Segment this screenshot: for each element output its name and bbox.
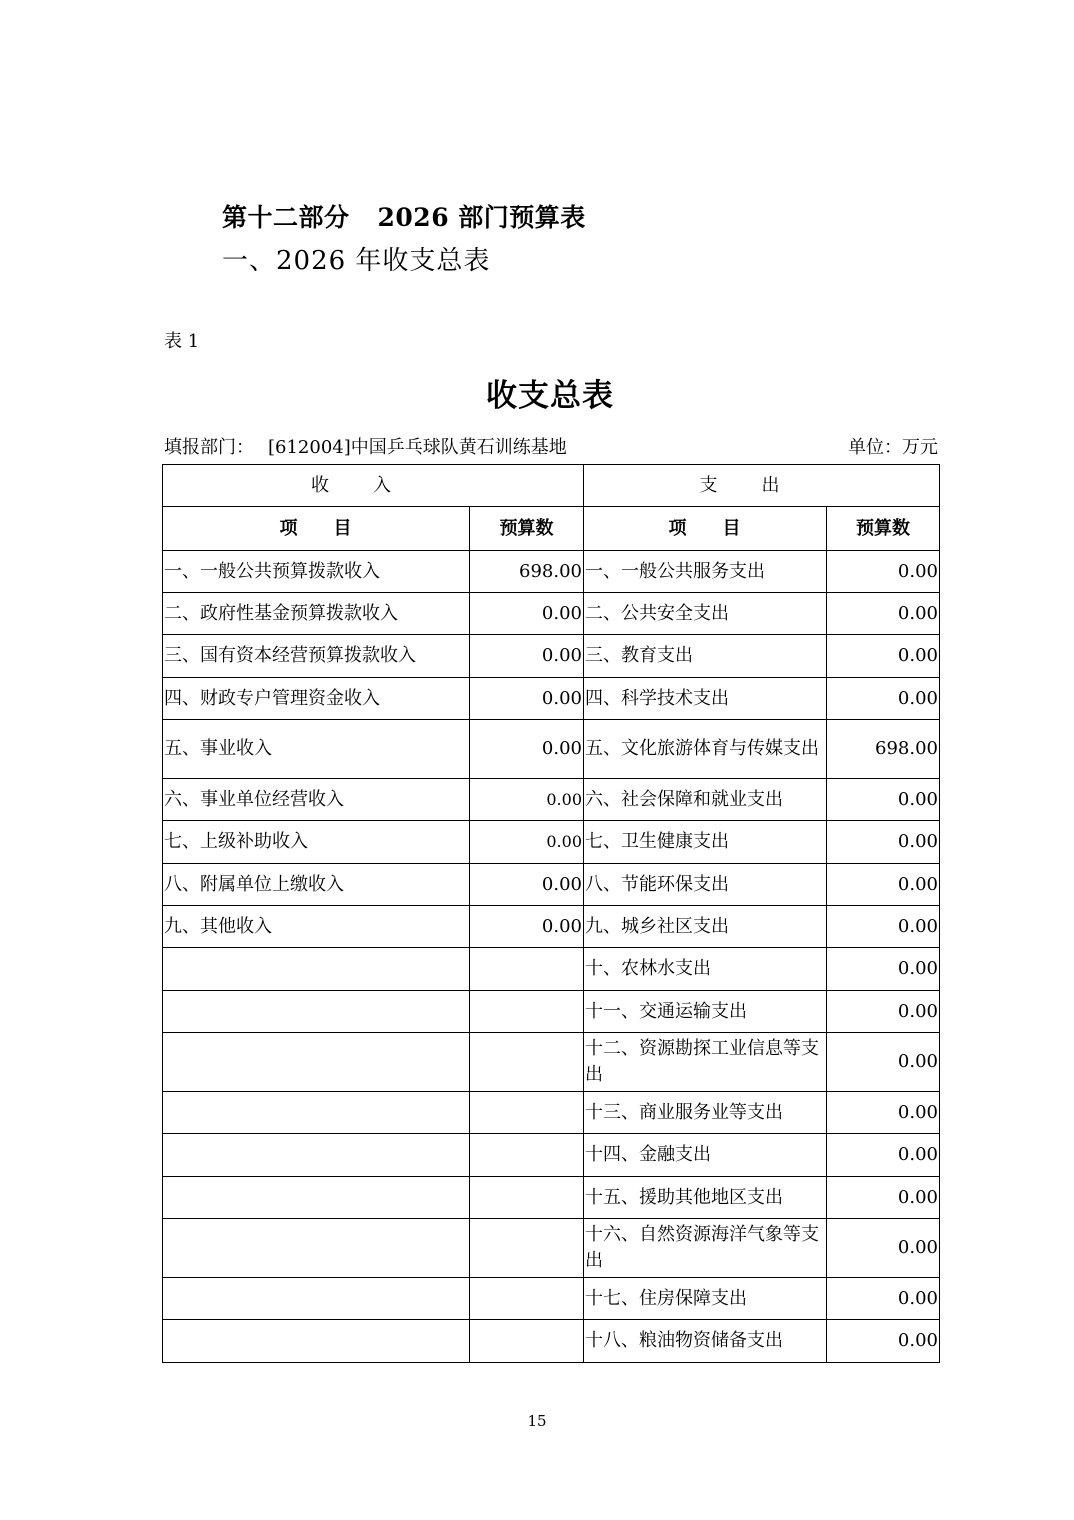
table-row	[163, 635, 940, 678]
expense-item-cell: 十四、金融支出	[584, 1134, 827, 1177]
expense-item-cell: 十二、资源勘探工业信息等支出	[584, 1033, 827, 1092]
income-amount-cell: 0.00	[470, 779, 584, 821]
income-amount-cell	[470, 1219, 584, 1278]
income-amount-cell: 0.00	[470, 864, 584, 906]
income-item-cell	[163, 1320, 470, 1363]
income-amount-cell	[470, 1278, 584, 1320]
expense-item-cell: 十三、商业服务业等支出	[584, 1092, 827, 1134]
expense-item-cell: 七、卫生健康支出	[584, 821, 827, 864]
income-amount-cell: 0.00	[470, 821, 584, 864]
expense-section-header: 支出	[584, 465, 940, 507]
income-item-cell: 五、事业收入	[163, 720, 470, 779]
expense-amount-cell: 0.00	[827, 635, 940, 678]
department-label: 填报部门：	[164, 437, 254, 458]
table-number: 表 1	[164, 331, 200, 352]
income-item-cell: 八、附属单位上缴收入	[163, 864, 470, 906]
expense-item-cell: 十一、交通运输支出	[584, 991, 827, 1033]
table-row	[163, 593, 940, 635]
income-amount-cell: 0.00	[470, 906, 584, 948]
income-item-cell	[163, 1134, 470, 1177]
unit-label: 单位：万元	[848, 437, 938, 458]
income-amount-cell: 0.00	[470, 635, 584, 678]
income-item-header: 项目	[163, 507, 470, 551]
expense-amount-cell: 0.00	[827, 779, 940, 821]
income-item-cell	[163, 991, 470, 1033]
page-number: 15	[527, 1412, 547, 1430]
expense-amount-cell: 0.00	[827, 864, 940, 906]
income-amount-cell	[470, 991, 584, 1033]
part-title	[222, 198, 586, 234]
expense-item-cell: 八、节能环保支出	[584, 864, 827, 906]
table-row	[163, 1278, 940, 1320]
expense-amount-cell: 0.00	[827, 1134, 940, 1177]
expense-amount-cell: 0.00	[827, 1320, 940, 1363]
expense-item-cell: 十八、粮油物资储备支出	[584, 1320, 827, 1363]
expense-amount-cell: 0.00	[827, 821, 940, 864]
table-row	[163, 1033, 940, 1092]
expense-amount-cell: 0.00	[827, 948, 940, 991]
expense-amount-cell: 0.00	[827, 593, 940, 635]
income-amount-cell	[470, 1134, 584, 1177]
income-amount-cell	[470, 1092, 584, 1134]
expense-item-cell: 五、文化旅游体育与传媒支出	[584, 720, 827, 779]
expense-amount-cell: 0.00	[827, 1177, 940, 1219]
column-header-row	[163, 507, 940, 551]
income-item-cell: 九、其他收入	[163, 906, 470, 948]
table-row	[163, 1177, 940, 1219]
expense-amount-cell: 0.00	[827, 906, 940, 948]
expense-amount-cell: 0.00	[827, 1033, 940, 1092]
department-value: [612004]中国乒乓球队黄石训练基地	[268, 437, 567, 458]
income-item-cell	[163, 1278, 470, 1320]
income-section-header: 收入	[163, 465, 584, 507]
budget-table-body	[163, 465, 940, 1363]
expense-amount-header: 预算数	[827, 507, 940, 551]
section-subtitle: 一、2026 年收支总表	[222, 246, 491, 276]
expense-item-cell: 九、城乡社区支出	[584, 906, 827, 948]
income-amount-cell: 0.00	[470, 593, 584, 635]
table-row	[163, 779, 940, 821]
expense-item-cell: 二、公共安全支出	[584, 593, 827, 635]
expense-item-cell: 四、科学技术支出	[584, 678, 827, 720]
income-amount-cell: 0.00	[470, 720, 584, 779]
table-row	[163, 991, 940, 1033]
income-item-cell	[163, 1033, 470, 1092]
expense-amount-cell: 698.00	[827, 720, 940, 779]
income-item-cell: 四、财政专户管理资金收入	[163, 678, 470, 720]
income-amount-cell: 0.00	[470, 678, 584, 720]
income-amount-cell	[470, 1033, 584, 1092]
expense-amount-cell: 0.00	[827, 551, 940, 593]
income-amount-cell	[470, 1177, 584, 1219]
income-amount-header: 预算数	[470, 507, 584, 551]
expense-item-cell: 十七、住房保障支出	[584, 1278, 827, 1320]
expense-item-header: 项目	[584, 507, 827, 551]
expense-amount-cell: 0.00	[827, 991, 940, 1033]
table-row	[163, 551, 940, 593]
table-row	[163, 864, 940, 906]
expense-item-cell: 三、教育支出	[584, 635, 827, 678]
income-item-cell	[163, 1219, 470, 1278]
part-label: 第十二部分	[222, 203, 350, 232]
table-row	[163, 906, 940, 948]
table-row	[163, 821, 940, 864]
income-item-cell	[163, 1177, 470, 1219]
expense-amount-cell: 0.00	[827, 678, 940, 720]
income-amount-cell: 698.00	[470, 551, 584, 593]
income-item-cell: 三、国有资本经营预算拨款收入	[163, 635, 470, 678]
income-item-cell: 七、上级补助收入	[163, 821, 470, 864]
table-title: 收支总表	[486, 378, 614, 414]
income-amount-cell	[470, 1320, 584, 1363]
income-item-cell: 六、事业单位经营收入	[163, 779, 470, 821]
income-item-cell	[163, 948, 470, 991]
table-row	[163, 1092, 940, 1134]
expense-item-cell: 十六、自然资源海洋气象等支出	[584, 1219, 827, 1278]
table-row	[163, 678, 940, 720]
table-row	[163, 1320, 940, 1363]
budget-table	[162, 464, 940, 1363]
income-item-cell: 二、政府性基金预算拨款收入	[163, 593, 470, 635]
expense-item-cell: 六、社会保障和就业支出	[584, 779, 827, 821]
income-amount-cell	[470, 948, 584, 991]
expense-item-cell: 十五、援助其他地区支出	[584, 1177, 827, 1219]
table-row	[163, 720, 940, 779]
reporting-department	[164, 433, 567, 459]
expense-item-cell: 十、农林水支出	[584, 948, 827, 991]
part-name: 2026 部门预算表	[377, 203, 586, 232]
expense-amount-cell: 0.00	[827, 1092, 940, 1134]
expense-amount-cell: 0.00	[827, 1278, 940, 1320]
section-header-row	[163, 465, 940, 507]
expense-item-cell: 一、一般公共服务支出	[584, 551, 827, 593]
income-item-cell: 一、一般公共预算拨款收入	[163, 551, 470, 593]
table-row	[163, 1134, 940, 1177]
table-row	[163, 1219, 940, 1278]
expense-amount-cell: 0.00	[827, 1219, 940, 1278]
income-item-cell	[163, 1092, 470, 1134]
table-row	[163, 948, 940, 991]
